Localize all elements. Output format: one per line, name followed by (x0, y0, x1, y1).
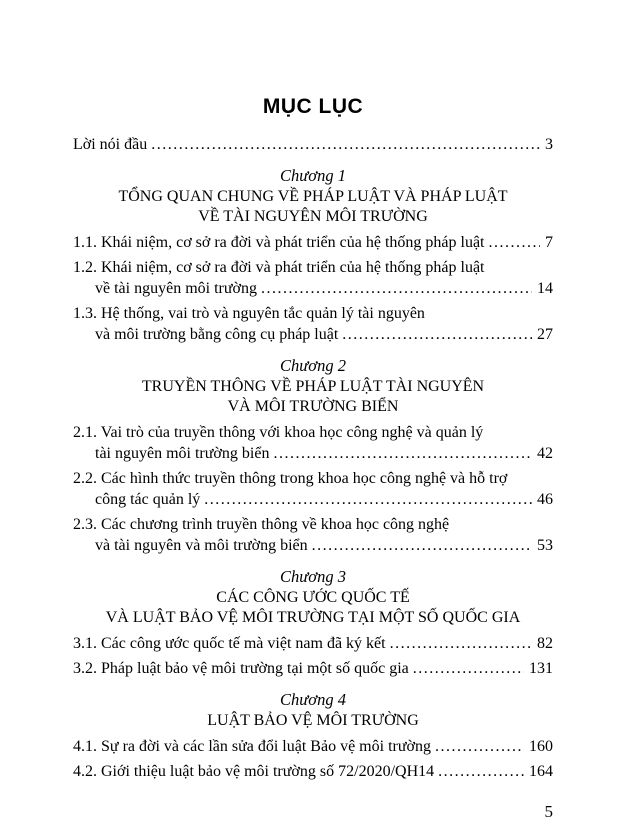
chapter-title-line: VÀ LUẬT BẢO VỆ MÔI TRƯỜNG TẠI MỘT SỐ QUỐC GIA (105, 609, 521, 626)
dot-leader (390, 633, 532, 654)
toc-entry-line (73, 324, 553, 345)
entry-text: 2.1. Vai trò của truyền thông với khoa học công nghệ và quản lý (73, 424, 484, 441)
toc-entry (73, 468, 553, 510)
toc-entry-line (73, 658, 553, 679)
entry-text: và môi trường bằng công cụ pháp luật (95, 326, 339, 343)
chapter-label: Chương 2 (280, 356, 346, 375)
chapter-title-line: CÁC CÔNG ƯỚC QUỐC TẾ (216, 589, 410, 606)
dot-leader (273, 443, 532, 464)
chapter-entries (73, 633, 553, 679)
dot-leader (438, 761, 524, 782)
toc-entry (73, 422, 553, 464)
dot-leader (435, 736, 524, 757)
chapter-title (73, 711, 553, 731)
entry-text: 1.3. Hệ thống, vai trò và nguyên tắc quản lý tài nguyên (73, 305, 425, 322)
entry-text: 4.2. Giới thiệu luật bảo vệ môi trường số 72/2020/QH14 (73, 763, 435, 780)
entry-text: 2.2. Các hình thức truyền thông trong khoa học công nghệ và hỗ trợ (73, 470, 508, 487)
toc-entry-line (73, 134, 553, 155)
entry-text: tài nguyên môi trường biển (95, 445, 270, 462)
chapter-title-line: VÀ MÔI TRƯỜNG BIỂN (227, 398, 399, 415)
chapter-title-line: TRUYỀN THÔNG VỀ PHÁP LUẬT TÀI NGUYÊN (141, 378, 485, 395)
entry-text: 2.3. Các chương trình truyền thông về khoa học công nghệ (73, 516, 450, 533)
chapter-title-line: TỔNG QUAN CHUNG VỀ PHÁP LUẬT VÀ PHÁP LUẬT (118, 188, 508, 205)
page-number: 5 (544, 802, 553, 821)
chapter-title-line: VỀ TÀI NGUYÊN MÔI TRƯỜNG (198, 208, 428, 225)
toc-entry (73, 633, 553, 654)
chapter-title (73, 187, 553, 227)
toc-entry-line (73, 514, 553, 535)
entry-text: 1.2. Khái niệm, cơ sở ra đời và phát triển của hệ thống pháp luật (73, 259, 485, 276)
toc-entry (73, 232, 553, 253)
chapter-section-2 (73, 355, 553, 556)
toc-entry-line (73, 422, 553, 443)
entry-text: 3.1. Các công ước quốc tế mà việt nam đã ký kết (73, 635, 386, 652)
entry-page-number: 46 (537, 491, 553, 508)
toc-entry (73, 761, 553, 782)
toc-entry-line (73, 761, 553, 782)
chapter-entries (73, 736, 553, 782)
toc-entry (73, 514, 553, 556)
toc-entry-line (73, 303, 553, 324)
entry-page-number: 53 (537, 537, 553, 554)
entry-text: 1.1. Khái niệm, cơ sở ra đời và phát triển của hệ thống pháp luật (73, 234, 485, 251)
dot-leader (151, 134, 540, 155)
entry-page-number: 164 (529, 763, 553, 780)
entry-page-number: 42 (537, 445, 553, 462)
page-title: MỤC LỤC (262, 95, 364, 118)
toc-entry-preamble (73, 134, 553, 155)
chapter-entries (73, 422, 553, 556)
toc-entry (73, 658, 553, 679)
toc-entry-line (73, 278, 553, 299)
toc-entry-line (73, 535, 553, 556)
entry-page-number: 131 (529, 660, 553, 677)
dot-leader (342, 324, 532, 345)
dot-leader (312, 535, 532, 556)
chapter-section-3 (73, 566, 553, 679)
entry-page-number: 14 (537, 280, 553, 297)
chapter-label: Chương 1 (280, 166, 346, 185)
entry-page-number: 7 (545, 234, 553, 251)
chapter-label: Chương 3 (280, 567, 346, 586)
chapter-title (73, 588, 553, 628)
toc-entry (73, 303, 553, 345)
chapter-section-1 (73, 165, 553, 345)
entry-text: công tác quản lý (95, 491, 201, 508)
toc-entry-line (73, 232, 553, 253)
entry-text: Lời nói đầu (73, 136, 148, 153)
dot-leader (413, 658, 524, 679)
dot-leader (489, 232, 541, 253)
entry-page-number: 82 (537, 635, 553, 652)
dot-leader (261, 278, 532, 299)
toc-entry-line (73, 633, 553, 654)
entry-page-number: 160 (529, 738, 553, 755)
entry-text: về tài nguyên môi trường (95, 280, 257, 297)
entry-text: và tài nguyên và môi trường biển (95, 537, 308, 554)
toc-content (73, 94, 553, 782)
toc-entry (73, 257, 553, 299)
chapter-label: Chương 4 (280, 690, 346, 709)
entry-page-number: 3 (545, 136, 553, 153)
toc-entry-line (73, 257, 553, 278)
toc-entry-line (73, 468, 553, 489)
entry-text: 4.1. Sự ra đời và các lần sửa đổi luật Bảo vệ môi trường (73, 738, 431, 755)
dot-leader (204, 489, 532, 510)
toc-entry-line (73, 489, 553, 510)
chapter-section-4 (73, 689, 553, 782)
chapter-title (73, 377, 553, 417)
entry-text: 3.2. Pháp luật bảo vệ môi trường tại một số quốc gia (73, 660, 409, 677)
toc-entry (73, 736, 553, 757)
entry-page-number: 27 (537, 326, 553, 343)
toc-entry-line (73, 443, 553, 464)
chapter-entries (73, 232, 553, 345)
chapter-title-line: LUẬT BẢO VỆ MÔI TRƯỜNG (207, 712, 419, 729)
toc-entry-line (73, 736, 553, 757)
